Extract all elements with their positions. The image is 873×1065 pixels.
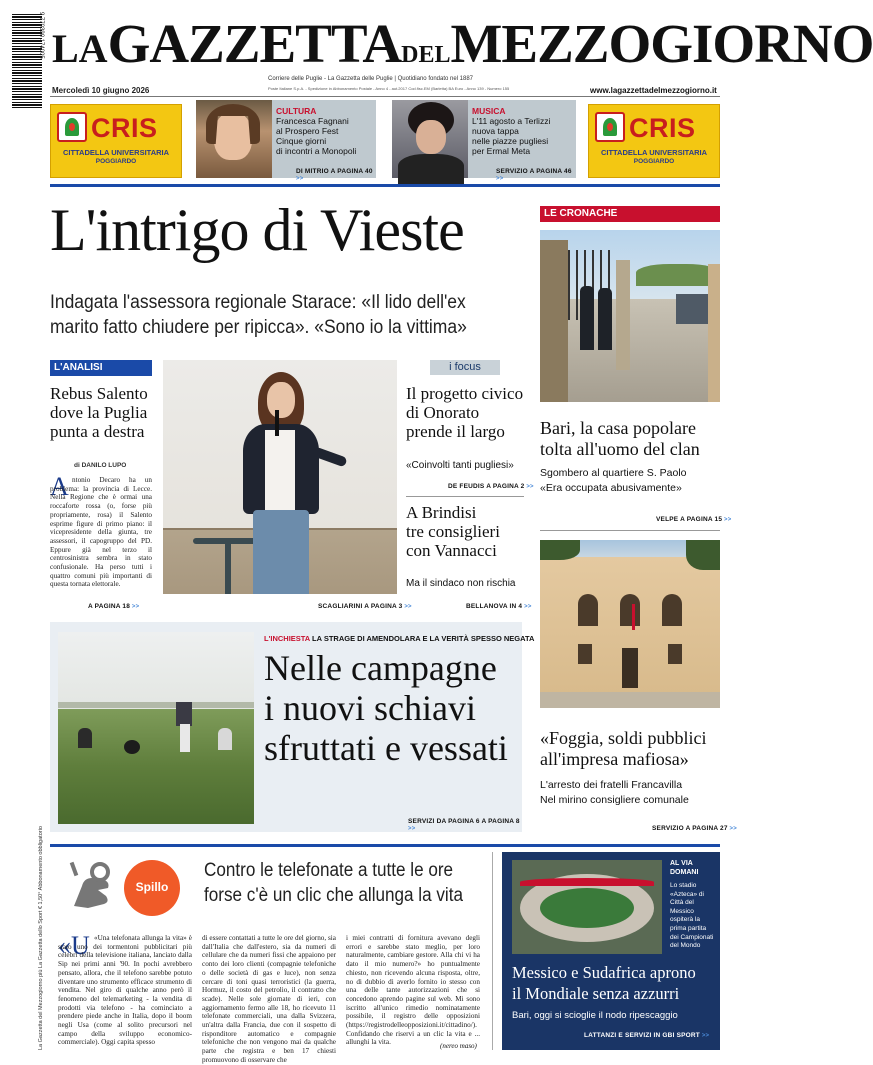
- mondiale-headline: Messico e Sudafrica aprono il Mondiale senza azzurri: [512, 962, 718, 1004]
- teaser-line: al Prospero Fest: [276, 126, 338, 136]
- cris-ad-right[interactable]: [588, 104, 720, 178]
- cronache-story2-ref[interactable]: SERVIZIO A PAGINA 27 >>: [652, 825, 737, 832]
- inchiesta-ref[interactable]: SERVIZI DA PAGINA 6 A PAGINA 8 >>: [408, 818, 522, 832]
- lead-photo-ref[interactable]: SCAGLIARINI A PAGINA 3 >>: [318, 603, 412, 610]
- cronache-story2-headline[interactable]: «Foggia, soldi pubblici all'impresa mafiosa»: [540, 728, 720, 770]
- teaser-line: per Ermal Meta: [472, 146, 530, 156]
- section-rule: [50, 184, 720, 187]
- teaser-line: Cinque giorni: [276, 136, 326, 146]
- masthead-del: DEL: [401, 42, 450, 68]
- mondiale-kicker2: DOMANI: [670, 869, 698, 876]
- cris-line2: POGGIARDO: [51, 158, 181, 165]
- divider: [406, 496, 524, 497]
- teaser-kicker: MUSICA: [472, 106, 506, 116]
- masthead-title: [52, 10, 722, 78]
- lead-photo-starace: [163, 360, 397, 594]
- analisi-text: ntonio Decaro ha un problema: la provincia di Lecce. Nella Regione che è ormai una roccaforte rossa (o, forse più propriamente, rosa) il Salento esprime figure di primo piano: il vicepresidente della giunta, tre assessori, il capogruppo del PD. Eppure già nel terzo il centrosinistra sembra in stato confusionale. Ha perso tutti i quattro comuni più importanti di questa tornata elettorale.: [50, 476, 152, 602]
- teaser-kicker: CULTURA: [276, 106, 316, 116]
- teaser-line: nelle piazze pugliesi: [472, 136, 548, 146]
- mondiale-sub: Bari, oggi si scioglie il nodo ripescaggio: [512, 1010, 678, 1021]
- spillo-col2: di essere contattati a tutte le ore del giorno, sia dall'Italia che dall'estero, sia da numeri di cellulare che da numeri fissi che appaiono per conto dei loro clienti (compagnie telefoniche o delle società di gas e luce), non senza cercare di toni quasi terroristici (la guerra, Hormuz, il costo del petrolio, il contratto che scade). Nelle sole giornate di ieri, con aggiornamento fermo alle 18, ho ricevuto 11 telefonate commerciali, una dalla Svizzera, un'altra dalla Francia, due con il sospetto di risponditore automatico e compagnie telefoniche che non vengono mai da qualche parte che registra e ben 17 chiesti promuovono di osservare che: [202, 934, 336, 1054]
- focus-ref[interactable]: DE FEUDIS A PAGINA 2 >>: [448, 483, 534, 490]
- cris-line1: CITTADELLA UNIVERSITARIA: [51, 148, 181, 157]
- cronache-story1-headline[interactable]: Bari, la casa popolare tolta all'uomo del clan: [540, 418, 720, 460]
- focus-quote: «Coinvolti tanti pugliesi»: [406, 460, 514, 471]
- cronache-photo-foggia: [540, 540, 720, 708]
- lead-headline[interactable]: L'intrigo di Vieste: [50, 194, 464, 266]
- teaser-line: di incontri a Monopoli: [276, 146, 356, 156]
- lead-subhead-line: marito fatto chiudere per ripicca». «Sono io la vittima»: [50, 315, 492, 340]
- inchiesta-headline: Nelle campagne i nuovi schiavi sfruttati e vessati: [264, 648, 508, 768]
- spillo-dropcap: «U: [58, 932, 90, 960]
- teaser-musica[interactable]: [392, 100, 576, 178]
- cris-logo-icon: [595, 112, 625, 142]
- spillo-col1: «Una telefonata allunga la vita» è stato uno dei tormentoni pubblicitari più celebri della televisione italiana, lanciato dalla Sip nei primi anni '90. In pochi avrebbero pensato, allora, che il telefono sarebbe potuto diventare uno strumento efficace strumento di vendita. Nel giro di qualche anno però il fenomeno del telemarketing - la vendita di prodotti via telefono - ha cominciato a prendere piede anche in Italia, dopo il boom negli Usa (come al solito precursori nel campo della sviluppo economico-commerciale). Oggi capita spesso: [58, 934, 192, 1054]
- cronache-story1-sub: Sgombero al quartiere S. Paolo «Era occupata abusivamente»: [540, 466, 720, 496]
- teaser-line: Francesca Fagnani: [276, 116, 349, 126]
- cris-logo-icon: [57, 112, 87, 142]
- cronache-label: LE CRONACHE: [540, 206, 720, 222]
- focus-ref[interactable]: BELLANOVA IN 4 >>: [466, 603, 532, 610]
- focus-label: i focus: [430, 360, 500, 375]
- analisi-ref[interactable]: A PAGINA 18 >>: [88, 603, 139, 610]
- spillo-headline[interactable]: Contro le telefonate a tutte le ore forse c'è un clic che allunga la vita: [204, 858, 474, 908]
- cris-line2: POGGIARDO: [589, 158, 719, 165]
- analisi-label: L'ANALISI: [50, 360, 152, 376]
- focus-sub: Ma il sindaco non rischia: [406, 578, 516, 589]
- mondiale-photo-azteca: [512, 860, 662, 954]
- lead-subhead-line: Indagata l'assessora regionale Starace: «Il lido dell'ex: [50, 290, 492, 315]
- analisi-dropcap: A: [50, 474, 69, 500]
- teaser-line: L'11 agosto a Terlizzi: [472, 116, 550, 126]
- analisi-title[interactable]: Rebus Salento dove la Puglia punta a destra: [50, 384, 148, 441]
- masthead-tagline: Corriere delle Puglie - La Gazzetta delle Puglie | Quotidiano fondato nel 1887: [268, 76, 508, 82]
- teaser-photo-fagnani: [196, 100, 272, 178]
- spillo-hand-icon: [64, 856, 120, 914]
- cris-wordmark: CRIS: [629, 113, 696, 144]
- sidebar-vertical-text: La Gazzetta del Mezzogiorno più La Gazzetta dello Sport € 1,50° Abbonamento obbligatorio: [38, 750, 44, 1050]
- divider: [492, 852, 493, 1050]
- masthead-la: LA: [52, 26, 108, 71]
- mondiale-box[interactable]: [502, 852, 720, 1050]
- cronache-photo-sanpaolo: [540, 230, 720, 402]
- mondiale-kicker: AL VIA: [670, 860, 693, 867]
- barcode-digits: 9 770390 174005: [36, 12, 44, 108]
- spillo-col3: i miei contratti di fornitura avevano degli errori e sarebbe stato meglio, per loro naturalmente, cambiare gestore. Alla chi vi ha dato il mio numero?» ho puntualmente chiesto, non ricevendo alcuna risposta, oltre, no di dubbio di averlo fornito io stesso con una delle tante autorizzazioni che si concedono aprendo pagine sul web. Mi sono iscritto all'unico rimedio nominatamente possibile, il registro delle opposizioni (https://registrodelleopposizioni.it/cittadino/). Confidando che riservi a un clic la vita e ... allunghi la vita.: [346, 934, 480, 1042]
- inchiesta-photo-campagne: [58, 632, 254, 824]
- spillo-badge: Spillo: [124, 860, 180, 916]
- masthead-gazzetta: GAZZETTA: [108, 13, 402, 74]
- focus-item-onorato[interactable]: Il progetto civico di Onorato prende il largo: [406, 384, 526, 441]
- teaser-ref[interactable]: DI MITRIO A PAGINA 40 >>: [296, 168, 376, 182]
- cronache-story1-ref[interactable]: VELPE A PAGINA 15 >>: [656, 516, 731, 523]
- cronache-story2-sub: L'arresto dei fratelli Francavilla Nel mirino consigliere comunale: [540, 778, 720, 808]
- mondiale-caption: Lo stadio «Azteca» di Città del Messico ospiterà la prima partita dei Campionati del Mondo: [670, 882, 716, 951]
- analisi-byline: di DANILO LUPO: [74, 462, 126, 469]
- section-rule: [50, 844, 720, 847]
- issue-date: Mercoledì 10 giugno 2026: [52, 86, 149, 95]
- lead-subhead: [50, 290, 492, 340]
- masthead-rule: [50, 96, 720, 97]
- website-link[interactable]: www.lagazzettadelmezzogiorno.it: [590, 86, 717, 95]
- divider: [540, 530, 720, 531]
- teaser-line: nuova tappa: [472, 126, 519, 136]
- masthead-mezzogiorno: MEZZOGIORNO: [451, 13, 873, 74]
- teaser-cultura[interactable]: [196, 100, 376, 178]
- inchiesta-box[interactable]: [50, 622, 522, 832]
- teaser-photo-meta: [392, 100, 468, 178]
- inchiesta-kicker: L'INCHIESTA LA STRAGE DI AMENDOLARA E LA VERITÀ SPESSO NEGATA: [264, 634, 534, 643]
- teaser-ref[interactable]: SERVIZIO A PAGINA 46 >>: [496, 168, 576, 182]
- masthead-fineprint: Poste Italiane S.p.A. - Spedizione in Abbonamento Postale - Anno 4 - aut.2017 Cod.fisc.EM (Barletta) BA Euro - Anno 139 - Numero 155: [268, 86, 530, 91]
- spillo-signature: (nereo maso): [440, 1042, 477, 1050]
- focus-item-brindisi[interactable]: A Brindisi tre consiglieri con Vannacci: [406, 503, 526, 560]
- cris-ad-left[interactable]: [50, 104, 182, 178]
- cris-wordmark: CRIS: [91, 113, 158, 144]
- mondiale-ref[interactable]: LATTANZI E SERVIZI IN GBI SPORT >>: [584, 1032, 709, 1039]
- cris-line1: CITTADELLA UNIVERSITARIA: [589, 148, 719, 157]
